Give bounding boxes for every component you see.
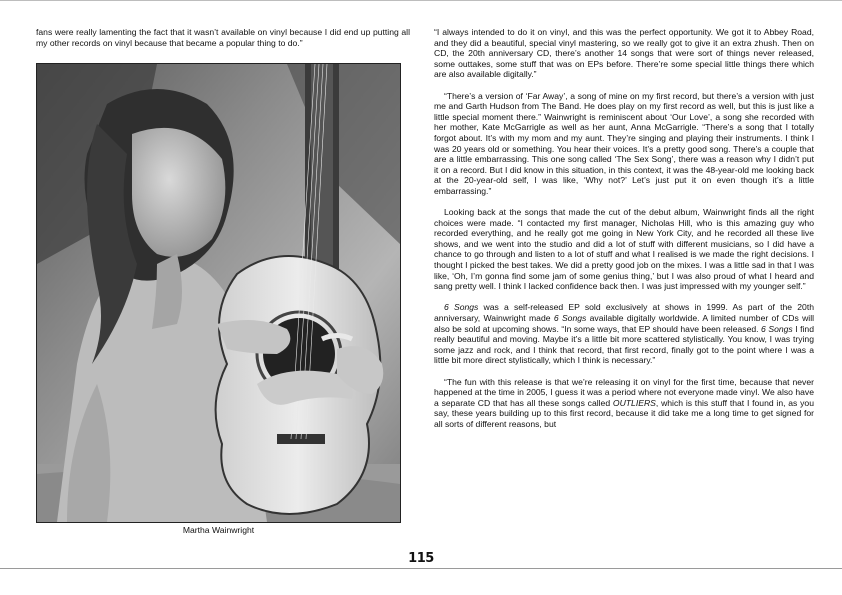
- paragraph-1: “I always intended to do it on vinyl, and this was the perfect opportunity. We got it to Abbey Road, and they did a beautiful, special vinyl mastering, so we really got to give it an extra zhush. Then on CD, the 20th anniversary CD, there’s another 14 songs that were sort of things never released, some outtakes, some stuff that was on EPs before. There’re some special little things there which are also available digitally.”: [434, 27, 814, 80]
- ep-title-1: 6 Songs: [444, 302, 479, 313]
- right-column: [434, 27, 814, 430]
- photo-caption: Martha Wainwright: [182, 525, 255, 535]
- intro-paragraph: fans were really lamenting the fact that it wasn’t available on vinyl because I did end up putting all my other records on vinyl because that became a popular thing to do.”: [36, 27, 410, 48]
- paragraph-5: [434, 377, 814, 430]
- paragraph-4: [434, 302, 814, 366]
- ep-title-3: 6 Songs: [761, 323, 793, 334]
- paragraph-4-part-b: available digitally worldwide. A limited number of CDs will also be sold at upcoming shows. “In some ways, that EP should have been released.: [434, 313, 815, 334]
- ep-title-2: 6 Songs: [553, 313, 587, 324]
- paragraph-5-part-a: “The fun with this release is that we’re releasing it on vinyl for the first time, because that never happened at the time in 2005, I guess it was a period where not everyone made vinyl. We also have a separate CD that has all these songs called: [434, 376, 814, 408]
- paragraph-2: “There’s a version of ‘Far Away’, a song of mine on my first record, but there’s a version with just me and Garth Hudson from The Band. He does play on my first record as well, but this is just like a little special moment there.” Wainwright is reminiscent about ‘Our Love’, a song she recorded with her mother, Kate McGarrigle as well as her aunt, Anna McGarrigle. “There’s a song that I totally forgot about. It’s with my mom and my aunt. They’re singing and playing their instruments. I think I was 20 years old or something. You hear their voices. It’s a pretty good song. There’s a couple that are a little embarrassing. This one song called ‘The Sex Song’, there was a reason why I didn’t put it on a record. But I did know in this situation, in this context, it was the 48-year-old me looking back at the 20-year-old self, I was like, ‘Why not?’ Let’s just put it on even though it’s a little embarrassing.”: [434, 90, 814, 196]
- photo-illustration: [37, 64, 400, 522]
- top-rule: [0, 0, 842, 1]
- paragraph-3: Looking back at the songs that made the cut of the debut album, Wainwright finds all the right choices were made. “I contacted my first manager, Nicholas Hill, who is this amazing guy who recorded everything, and he really got me going in New York City, and he recorded all these live shows, and we went into the studio and did a lot of stuff with different musicians, so I did have a chance to go through and listen to a lot of stuff and what I realised is we made the right decisions. I thought I picked the best takes. We did a pretty good job on the mixes. I was a little sad in that I was like, ‘Oh, I’m gonna find some jam of some genius thing,’ but I was also proud of what I heard and sang pretty well. I think I lacked confidence back then. I was just impressed with my younger self.”: [434, 207, 814, 292]
- album-title-outliers: OUTLIERS: [612, 397, 656, 408]
- bottom-rule: [0, 568, 842, 569]
- artist-photo: [36, 63, 401, 523]
- paragraph-4-part-c: I find really beautiful and moving. Maybe it’s a little bit more scattered stylistically. You know, I was trying some jazz and rock, and I think that record, that first record, finally got to the point where I was a little bit more direct stylistically, which I think is necessary.”: [434, 323, 814, 366]
- page-number: 115: [408, 551, 434, 566]
- left-column: [36, 27, 410, 48]
- paragraph-4-part-a: was a self-released EP sold exclusively at shows in 1999. As part of the 20th anniversary, Wainwright made: [434, 302, 814, 324]
- paragraph-5-part-b: , which is this stuff that I found in, as you say, these years building up to this first record, because it did take me a long time to get signed for all sorts of different reasons, but: [434, 397, 814, 429]
